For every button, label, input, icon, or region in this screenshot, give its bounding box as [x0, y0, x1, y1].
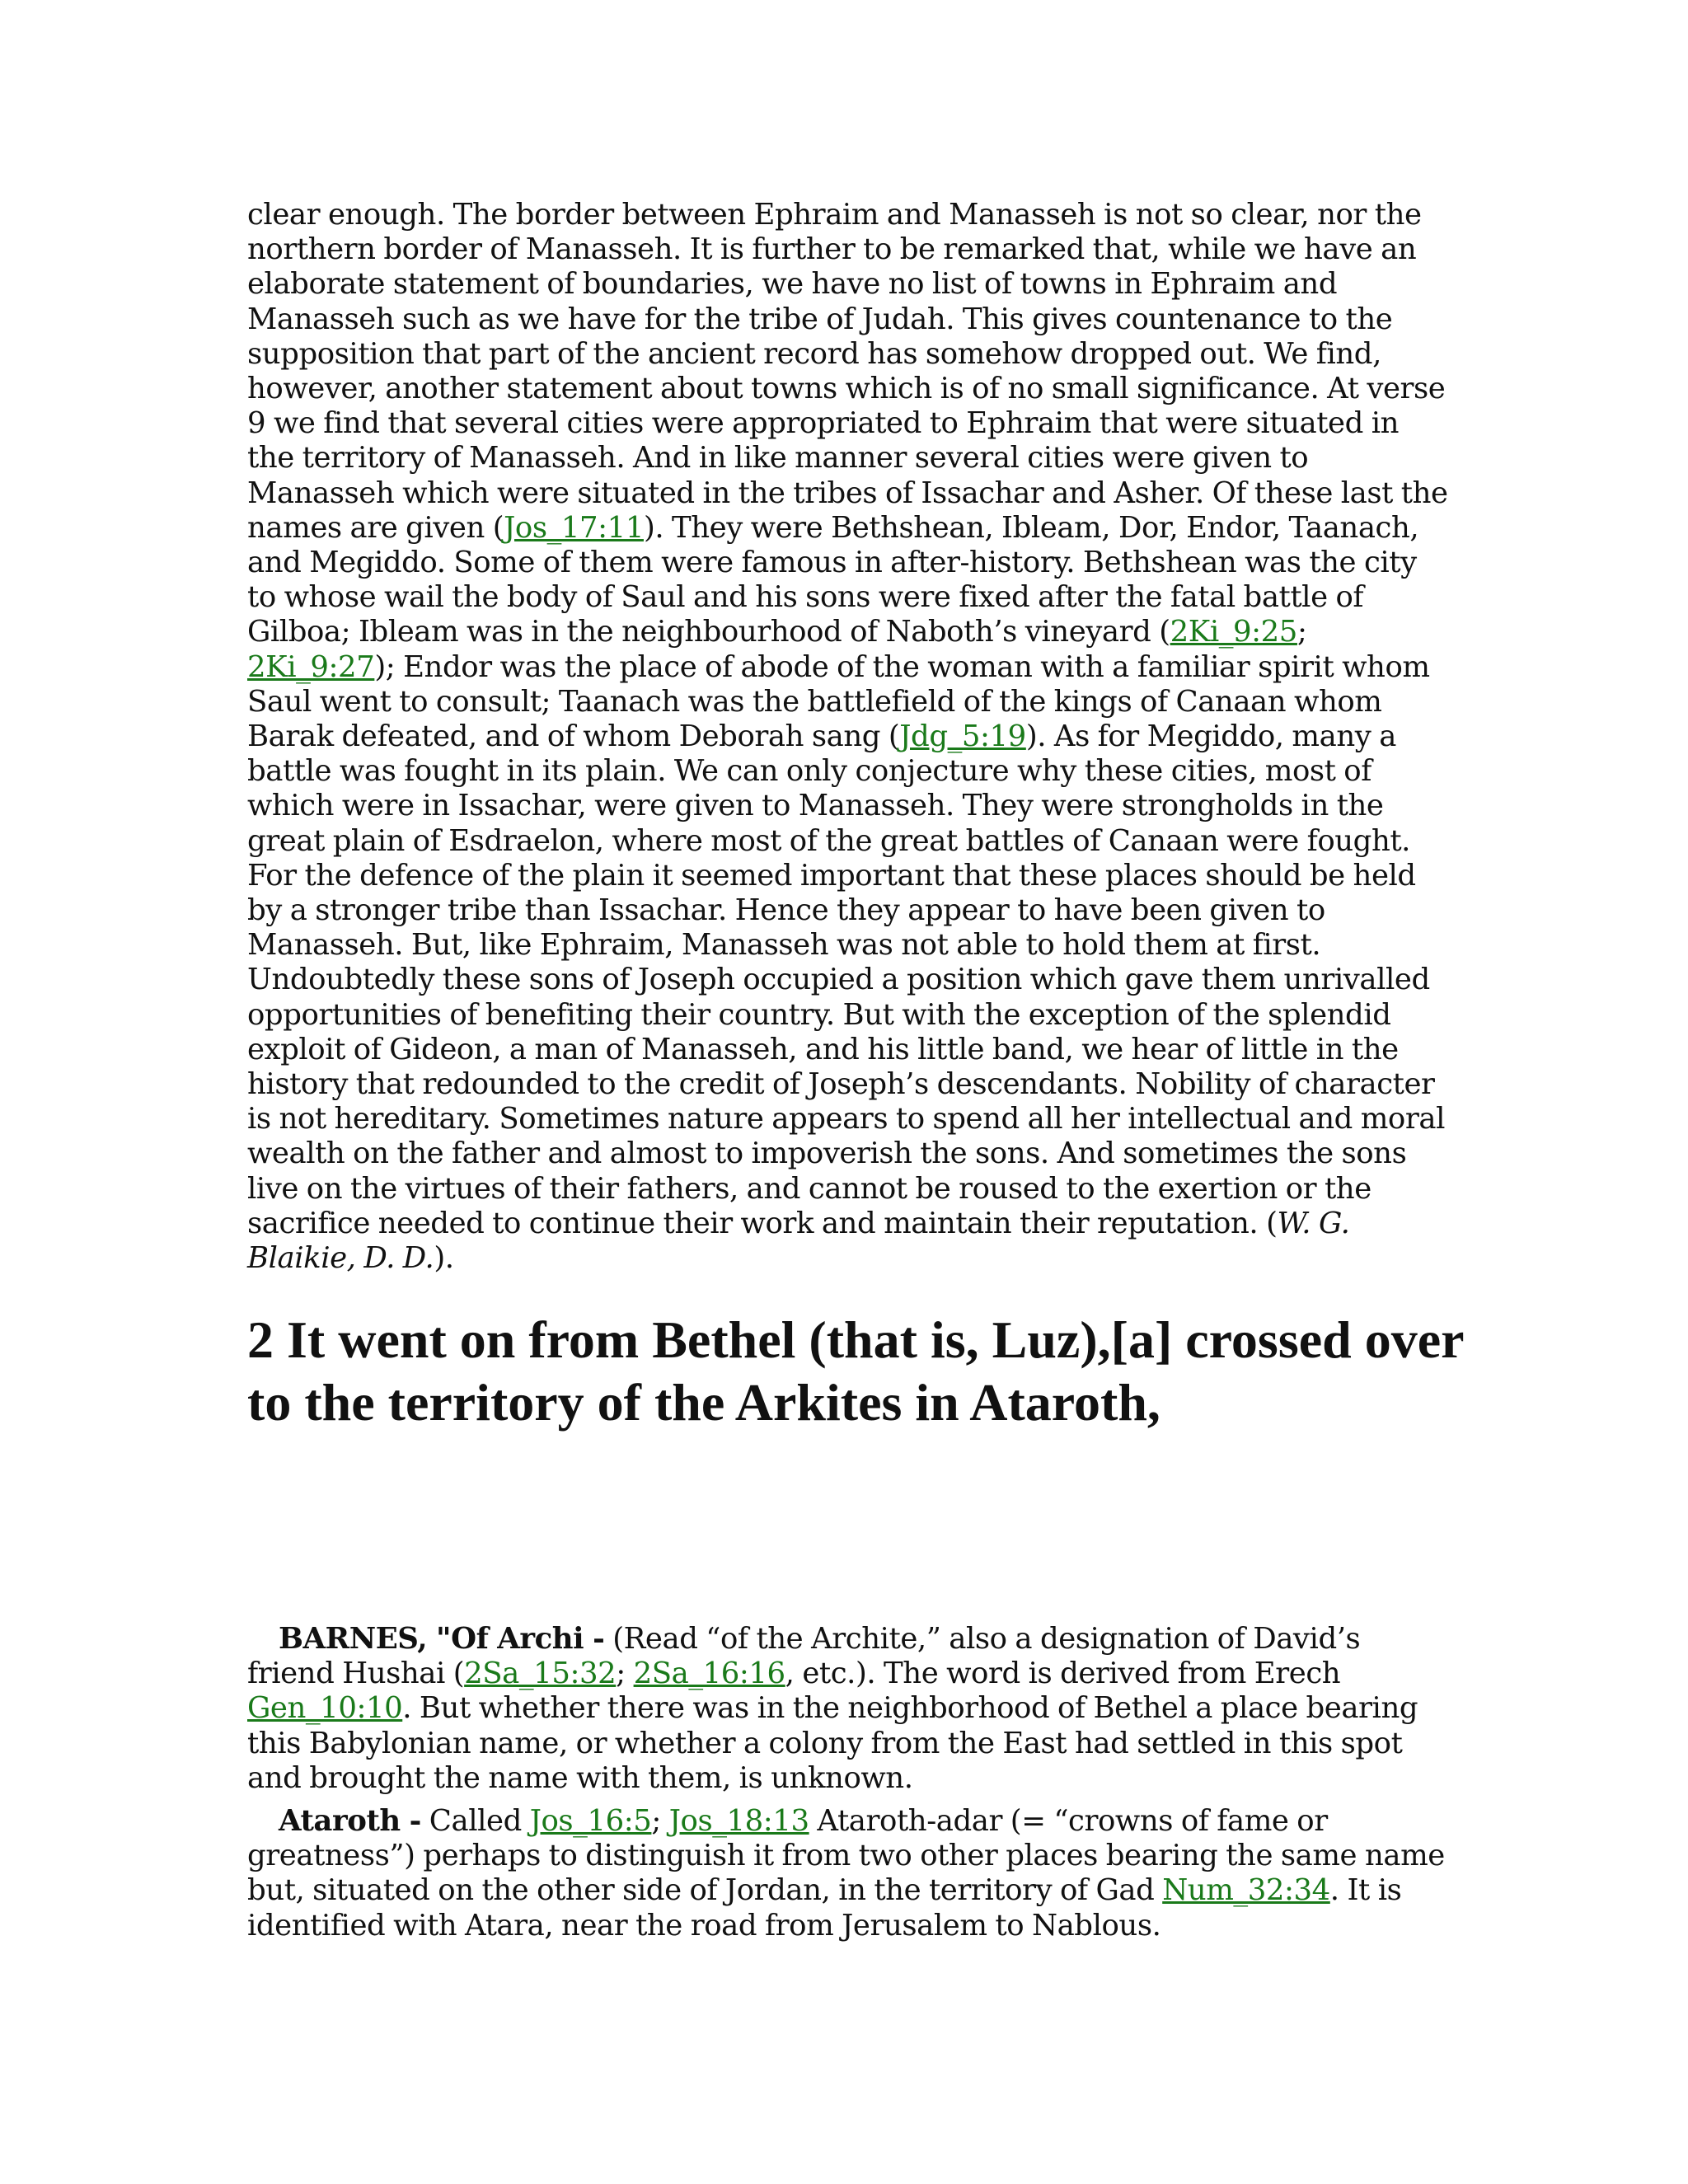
- scripture-link[interactable]: 2Sa_16:16: [633, 1657, 785, 1691]
- ataroth-text: ;: [651, 1804, 669, 1839]
- verse-heading: 2 It went on from Bethel (that is, Luz),[a] crossed over to the territory of the Arkites in Ataroth,: [247, 1310, 1464, 1432]
- scripture-link[interactable]: 2Ki_9:27: [247, 649, 375, 684]
- passage-text: ).: [434, 1241, 454, 1276]
- barnes-text: (Read “of the Archite,” also a designation of David’s friend Hushai (: [247, 1622, 1361, 1691]
- barnes-lead: BARNES, "Of Archi -: [279, 1622, 605, 1656]
- passage-text: ). As for Megiddo, many a battle was fought in its plain. We can only conjecture why these cities, most of which were in Issachar, were given to Manasseh. They were strongholds in the great plain of Esdraelon, where most of the great battles of Canaan were fought. For the defence of the plain it seemed important that these places should be held by a stronger tribe than Issachar. Hence they appear to have been given to Manasseh. But, like Ephraim, Manasseh was not able to hold them at first. Undoubtedly these sons of Joseph occupied a position which gave them unrivalled opportunities of benefiting their country. But with the exception of the splendid exploit of Gideon, a man of Manasseh, and his little band, we hear of little in the history that redounded to the credit of Joseph’s descendants. Nobility of character is not hereditary. Sometimes nature appears to spend all her intellectual and moral wealth on the father and almost to impoverish the sons. And sometimes the sons live on the virtues of their fathers, and cannot be roused to the exertion or the sacrifice needed to continue their work and maintain their reputation. (: [247, 719, 1445, 1240]
- passage-text: ). They were Bethshean, Ibleam, Dor, Endor, Taanach, and Megiddo. Some of them were famous in after-history. Bethshean was the city to whose wail the body of Saul and his sons were fixed after the fatal battle of Gilboa; Ibleam was in the neighbourhood of Naboth’s vineyard (: [247, 510, 1419, 649]
- ataroth-text: Called: [420, 1804, 530, 1839]
- barnes-text: ;: [616, 1657, 634, 1691]
- passage-text: ;: [1296, 615, 1307, 649]
- passage-text: clear enough. The border between Ephraim and Manasseh is not so clear, nor the northern border of Manasseh. It is further to be remarked that, while we have an elaborate statement of boundaries, we have no list of towns in Ephraim and Manasseh such as we have for the tribe of Judah. This gives countenance to the supposition that part of the ancient record has somehow dropped out. We find, however, another statement about towns which is of no small significance. At verse 9 we find that several cities were appropriated to Ephraim that were situated in the territory of Manasseh. And in like manner several cities were given to Manasseh which were situated in the tribes of Issachar and Asher. Of these last the names are given (: [247, 198, 1448, 545]
- scripture-link[interactable]: Jdg_5:19: [899, 719, 1026, 754]
- blaikie-paragraph: [247, 198, 1451, 1276]
- scripture-link[interactable]: 2Ki_9:25: [1170, 615, 1297, 649]
- ataroth-lead: Ataroth -: [279, 1804, 421, 1839]
- author-citation: W. G. Blaikie, D. D.: [247, 1206, 1350, 1276]
- scripture-link[interactable]: Gen_10:10: [247, 1691, 403, 1726]
- scripture-link[interactable]: 2Sa_15:32: [464, 1657, 617, 1691]
- scripture-link[interactable]: Jos_16:5: [529, 1804, 652, 1839]
- scripture-link[interactable]: Jos_18:13: [668, 1804, 809, 1839]
- barnes-text: , etc.). The word is derived from Erech: [785, 1657, 1341, 1691]
- scripture-link[interactable]: Num_32:34: [1162, 1873, 1330, 1908]
- scripture-link[interactable]: Jos_17:11: [504, 510, 644, 545]
- passage-text: ); Endor was the place of abode of the woman with a familiar spirit whom Saul went to consult; Taanach was the battlefield of the kings of Canaan whom Barak defeated, and of whom Deborah sang (: [247, 649, 1430, 754]
- commentary-passage: [247, 198, 1451, 1276]
- barnes-text: . But whether there was in the neighborhood of Bethel a place bearing this Babylonian name, or whether a colony from the East had settled in this spot and brought the name with them, is unknown.: [247, 1691, 1418, 1795]
- ataroth-text: Ataroth-adar (= “crowns of fame or greatness”) perhaps to distinguish it from two other places bearing the same name but, situated on the other side of Jordan, in the territory of Gad: [247, 1804, 1445, 1908]
- barnes-paragraph: [247, 1622, 1451, 1796]
- ataroth-paragraph: [247, 1804, 1451, 1943]
- barnes-commentary: [247, 1622, 1451, 1952]
- ataroth-text: . It is identified with Atara, near the road from Jerusalem to Nablous.: [247, 1873, 1402, 1943]
